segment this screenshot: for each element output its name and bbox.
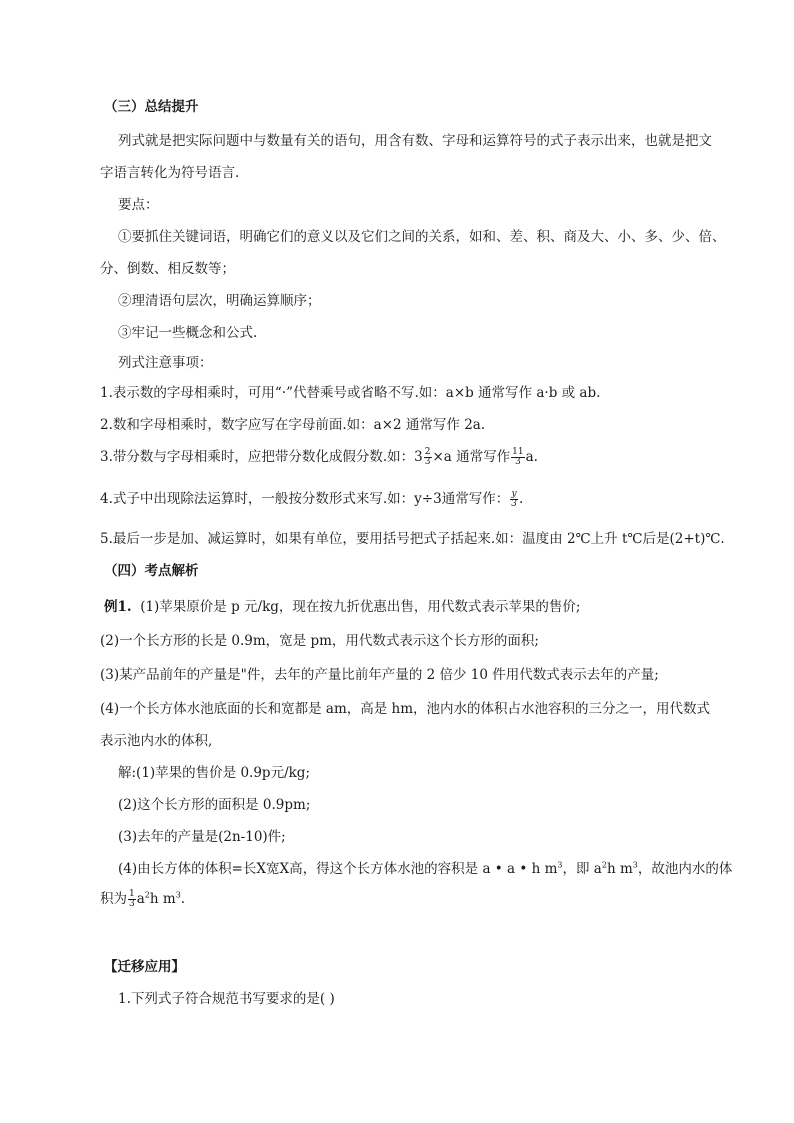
question-4: (4)一个长方体水池底面的长和宽都是 am，高是 hm，池内水的体积占水池容积的三分之一，用代数式 xyxy=(100,701,711,717)
note-3-post: a. xyxy=(525,449,538,465)
answer-4-text: 积为 xyxy=(100,891,127,907)
example-1-question-1 xyxy=(104,598,580,616)
keypoint-2: ②理清语句层次，明确运算顺序； xyxy=(118,293,321,309)
keypoint-1: ①要抓住关键词语，明确它们的意义以及它们之间的关系，如和、差、积、商及大、小、多、少、倍、 xyxy=(118,229,726,245)
fraction: $\frac{2}{3}$ xyxy=(424,447,431,467)
answer-1: 解:(1)苹果的售价是 0.9p元/kg; xyxy=(118,765,310,781)
answer-4-text: ，即 a xyxy=(562,861,602,877)
note-3-pre: 3.带分数与字母相乘时，应把带分数化成假分数.如： xyxy=(100,449,415,465)
note-4 xyxy=(100,490,523,509)
note-5: 5.最后一步是加、减运算时，如果有单位，要用括号把式子括起来.如：温度由 2℃上升 t℃后是(2+t)℃. xyxy=(100,531,725,547)
answer-4-text: h m xyxy=(606,861,633,877)
answer-4-text: h m xyxy=(149,891,176,907)
paragraph-line: 列式就是把实际问题中与数量有关的语句，用含有数、字母和运算符号的式子表示出来，也就是把文 xyxy=(118,133,712,149)
note-1: 1.表示数的字母相乘时，可用“·”代替乘号或省略不写.如：a×b 通常写作 a·b 或 ab. xyxy=(100,385,601,401)
fraction: $\frac{11}{3}$ xyxy=(512,447,524,467)
superscript: 3 xyxy=(557,860,563,870)
answer-4 xyxy=(118,860,732,878)
note-4-pre: 4.式子中出现除法运算时，一般按分数形式来写.如：y÷3通常写作： xyxy=(100,491,510,507)
superscript: 3 xyxy=(632,860,638,870)
answer-3: (3)去年的产量是(2n-10)件; xyxy=(118,829,286,845)
paragraph-line: 字语言转化为符号语言. xyxy=(100,165,240,181)
answer-4-text: a xyxy=(136,891,145,907)
answer-4-cont xyxy=(100,890,185,909)
question-4-cont: 表示池内水的体积, xyxy=(100,733,213,749)
superscript: 3 xyxy=(175,890,181,900)
section-heading-transfer: 【迁移应用】 xyxy=(104,959,185,975)
notes-label: 列式注意事项： xyxy=(118,355,213,371)
mixed-whole: 3 xyxy=(414,449,423,465)
question-1: (1)苹果原价是 p 元/kg，现在按九折优惠出售，用代数式表示苹果的售价; xyxy=(140,599,581,615)
fraction: $\frac{1}{3}$ xyxy=(129,889,135,909)
section-heading-analysis: （四）考点解析 xyxy=(104,563,199,579)
note-3-mid: ×a 通常写作 xyxy=(432,449,511,465)
note-4-post: . xyxy=(518,491,524,507)
keypoints-label: 要点： xyxy=(118,197,159,213)
answer-4-text: ，故池内水的体 xyxy=(637,861,733,877)
keypoint-3: ③牢记一些概念和公式. xyxy=(118,325,258,341)
example-label: 例1. xyxy=(104,599,132,615)
question-2: (2)一个长方形的长是 0.9m，宽是 pm，用代数式表示这个长方形的面积; xyxy=(100,633,539,649)
answer-4-text: (4)由长方体的体积=长X宽X高，得这个长方体水池的容积是 a • a • h m xyxy=(118,861,558,877)
fraction: $\frac{y}{3}$ xyxy=(511,489,517,509)
note-2: 2.数和字母相乘时，数字应写在字母前面.如：a×2 通常写作 2a. xyxy=(100,417,486,433)
question-3: (3)某产品前年的产量是"件，去年的产量比前年产量的 2 倍少 10 件用代数式表示去年的产量; xyxy=(100,667,659,683)
section-heading-summary: （三）总结提升 xyxy=(104,99,199,115)
keypoint-1-cont: 分、倒数、相反数等； xyxy=(100,261,235,277)
superscript: 2 xyxy=(144,890,150,900)
practice-question-1: 1.下列式子符合规范书写要求的是( ) xyxy=(118,991,335,1007)
note-3 xyxy=(100,448,538,467)
answer-2: (2)这个长方形的面积是 0.9pm; xyxy=(118,797,311,813)
answer-4-text: . xyxy=(180,891,186,907)
superscript: 2 xyxy=(601,860,607,870)
